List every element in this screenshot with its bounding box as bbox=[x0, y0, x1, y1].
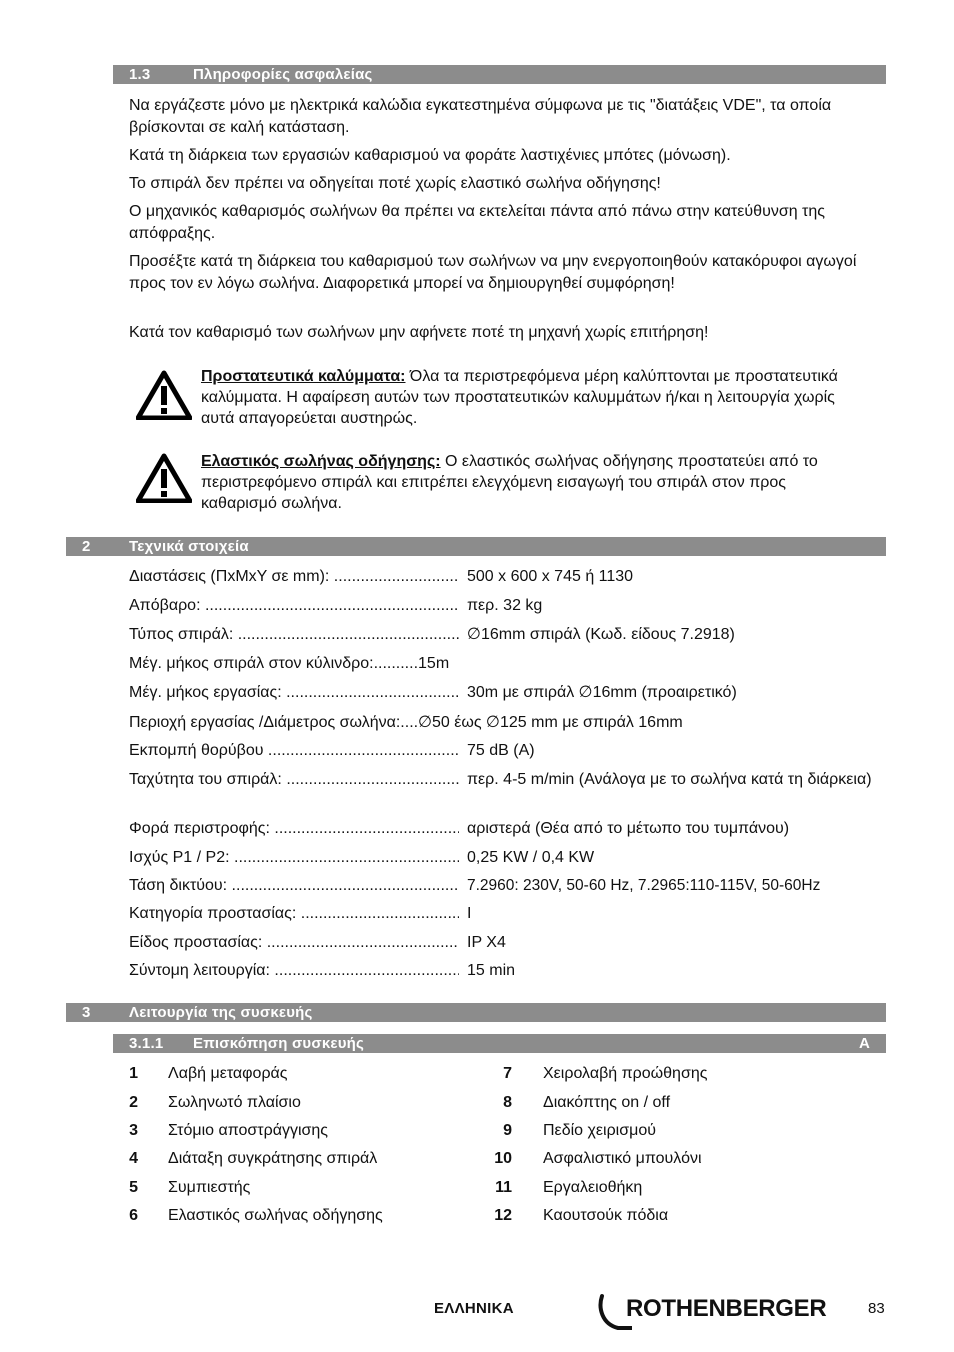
spec-label: Ισχύς P1 / P2: ..... bbox=[129, 847, 459, 868]
safety-paragraph: Κατά τη διάρκεια των εργασιών καθαρισμού να φοράτε λαστιχένιες μπότες (μόνωση). bbox=[129, 147, 731, 164]
spec-row bbox=[129, 769, 889, 790]
spec-value: IP X4 bbox=[467, 934, 506, 951]
spec-label: Διαστάσεις (ΠxΜxΥ σε mm): ..... bbox=[129, 566, 459, 587]
spec-value: 15 min bbox=[467, 962, 516, 979]
part-number: 1 bbox=[129, 1065, 138, 1082]
spec-label: Είδος προστασίας: ..... bbox=[129, 932, 459, 953]
spec-row bbox=[129, 740, 889, 761]
part-number: 5 bbox=[129, 1179, 138, 1196]
spec-value: περ. 32 kg bbox=[467, 597, 543, 614]
part-label: Στόμιο αποστράγγισης bbox=[168, 1122, 329, 1139]
part-number: 3 bbox=[129, 1122, 138, 1139]
safety-paragraph: Προσέξτε κατά τη διάρκεια του καθαρισμού των σωλήνων να μην ενεργοποιηθούν κατακόρυφοι αγωγοί προς τον εν λόγω σωλήνα. Διαφορετικά μπορεί να δημιουργηθεί συμφόρηση! bbox=[129, 253, 857, 292]
spec-row bbox=[129, 595, 889, 616]
spec-row bbox=[129, 566, 889, 587]
section-number: 2 bbox=[82, 538, 91, 555]
spec-value: 30m με σπιράλ ∅16mm (προαιρετικό) bbox=[467, 684, 737, 701]
brand-name: ROTHENBERGER bbox=[626, 1295, 827, 1322]
spec-value: 15m bbox=[418, 655, 450, 672]
spec-value: ∅16mm σπιράλ (Κωδ. είδους 7.2918) bbox=[467, 626, 735, 643]
section-title: Λειτουργία της συσκευής bbox=[129, 1004, 313, 1021]
part-number: 6 bbox=[129, 1207, 138, 1224]
part-number: 12 bbox=[494, 1207, 512, 1224]
part-number: 4 bbox=[129, 1150, 138, 1167]
spec-label: Σύντομη λειτουργία: ..... bbox=[129, 960, 459, 981]
section-header-3-1-1 bbox=[113, 1034, 886, 1053]
spec-value: περ. 4-5 m/min (Ανάλογα με το σωλήνα κατά τη διάρκεια) bbox=[467, 771, 872, 788]
part-number: 2 bbox=[129, 1094, 138, 1111]
spec-label: Κατηγορία προστασίας: ..... bbox=[129, 903, 459, 924]
part-number: 8 bbox=[503, 1094, 512, 1111]
spec-label: Περιοχή εργασίας /Διάμετρος σωλήνα:.... bbox=[129, 714, 419, 731]
spec-row bbox=[129, 653, 889, 674]
spec-value: 7.2960: 230V, 50-60 Hz, 7.2965:110-115V, 50-60Hz bbox=[467, 877, 821, 894]
spec-label: Εκπομπή θορύβου ..... bbox=[129, 740, 459, 761]
safety-paragraph: Ο μηχανικός καθαρισμός σωλήνων θα πρέπει να εκτελείται πάντα από πάνω στην κατεύθυνση της απόφραξης. bbox=[129, 203, 825, 242]
spec-value: 75 dB (A) bbox=[467, 742, 535, 759]
spec-row bbox=[129, 847, 889, 868]
spec-value: I bbox=[467, 905, 472, 922]
safety-paragraph: Κατά τον καθαρισμό των σωλήνων μην αφήνετε ποτέ τη μηχανή χωρίς επιτήρηση! bbox=[129, 324, 709, 341]
brand-logo bbox=[596, 1292, 836, 1332]
spec-row bbox=[129, 712, 889, 733]
part-label: Ελαστικός σωλήνας οδήγησης bbox=[168, 1207, 383, 1224]
part-label: Διακόπτης on / off bbox=[543, 1094, 671, 1111]
footer-language: ΕΛΛΗΝΙΚΑ bbox=[434, 1300, 514, 1317]
spec-row bbox=[129, 903, 889, 924]
part-label: Χειρολαβή προώθησης bbox=[543, 1065, 708, 1082]
warning-heading: Ελαστικός σωλήνας οδήγησης: bbox=[201, 453, 441, 470]
spec-label: Τάση δικτύου: ..... bbox=[129, 875, 459, 896]
part-label: Πεδίο χειρισμού bbox=[543, 1122, 656, 1139]
spec-label: Απόβαρο: ..... bbox=[129, 595, 459, 616]
section-header-3 bbox=[66, 1003, 886, 1022]
spec-label: Ταχύτητα του σπιράλ: ..... bbox=[129, 769, 459, 790]
section-header-1-3 bbox=[113, 65, 886, 84]
warning-block-guards bbox=[201, 366, 861, 429]
safety-paragraph: Να εργάζεστε μόνο με ηλεκτρικά καλώδια εγκατεστημένα σύμφωνα με τις "διατάξεις VDE", τα οποία βρίσκονται σε καλή κατάσταση. bbox=[129, 97, 832, 136]
warning-triangle-icon bbox=[136, 370, 192, 420]
part-label: Λαβή μεταφοράς bbox=[168, 1065, 288, 1082]
part-label: Διάταξη συγκράτησης σπιράλ bbox=[168, 1150, 378, 1167]
spec-value: 0,25 KW / 0,4 KW bbox=[467, 849, 595, 866]
spec-row bbox=[129, 682, 889, 703]
section-title: Τεχνικά στοιχεία bbox=[129, 538, 249, 555]
warning-triangle-icon bbox=[136, 453, 192, 503]
spec-label: Μέγ. μήκος σπιράλ στον κύλινδρο:.......... bbox=[129, 655, 419, 672]
warning-heading: Προστατευτικά καλύμματα: bbox=[201, 368, 406, 385]
part-label: Συμπιεστής bbox=[168, 1179, 251, 1196]
spec-row bbox=[129, 818, 889, 839]
warning-block-hose bbox=[201, 451, 861, 514]
spec-value: 500 x 600 x 745 ή 1130 bbox=[467, 568, 634, 585]
section-header-2 bbox=[66, 537, 886, 556]
part-label: Εργαλειοθήκη bbox=[543, 1179, 643, 1196]
spec-row bbox=[129, 960, 889, 981]
section-title: Επισκόπηση συσκευής bbox=[193, 1035, 364, 1052]
part-number: 9 bbox=[503, 1122, 512, 1139]
page-number: 83 bbox=[868, 1300, 885, 1317]
warning-text: Ο ελαστικός σωλήνας οδήγησης προστατεύει από το περιστρεφόμενο σπιράλ και επιτρέπει ελεγχόμενη εισαγωγή του σπιράλ στον προς καθαρισμό σωλήνα. bbox=[201, 453, 818, 512]
spec-value: αριστερά (Θέα από το μέτωπο του τυμπάνου) bbox=[467, 820, 790, 837]
section-title: Πληροφορίες ασφαλείας bbox=[193, 66, 373, 83]
spec-row bbox=[129, 624, 889, 645]
figure-letter: A bbox=[858, 1035, 870, 1052]
spec-label: Φορά περιστροφής: ..... bbox=[129, 818, 459, 839]
spec-label: Μέγ. μήκος εργασίας: ..... bbox=[129, 682, 459, 703]
section-number: 3.1.1 bbox=[129, 1035, 164, 1052]
section-number: 1.3 bbox=[129, 66, 151, 83]
part-number: 10 bbox=[494, 1150, 512, 1167]
part-label: Σωληνωτό πλαίσιο bbox=[168, 1094, 301, 1111]
section-number: 3 bbox=[82, 1004, 91, 1021]
part-label: Καουτσούκ πόδια bbox=[543, 1207, 669, 1224]
spec-label: Τύπος σπιράλ: ..... bbox=[129, 624, 459, 645]
safety-paragraph: Το σπιράλ δεν πρέπει να οδηγείται ποτέ χωρίς ελαστικό σωλήνα οδήγησης! bbox=[129, 175, 661, 192]
spec-value: ∅50 έως ∅125 mm με σπιράλ 16mm bbox=[418, 714, 683, 731]
spec-row bbox=[129, 932, 889, 953]
part-number: 11 bbox=[495, 1179, 512, 1196]
part-label: Ασφαλιστικό μπουλόνι bbox=[543, 1150, 702, 1167]
spec-row bbox=[129, 875, 889, 896]
warning-text: Όλα τα περιστρεφόμενα μέρη καλύπτονται με προστατευτικά καλύμματα. Η αφαίρεση αυτών των προστατευτικών καλυμμάτων ή/και η λειτουργία χωρίς αυτά απαγορεύεται αυστηρώς. bbox=[201, 368, 838, 427]
part-number: 7 bbox=[503, 1065, 512, 1082]
